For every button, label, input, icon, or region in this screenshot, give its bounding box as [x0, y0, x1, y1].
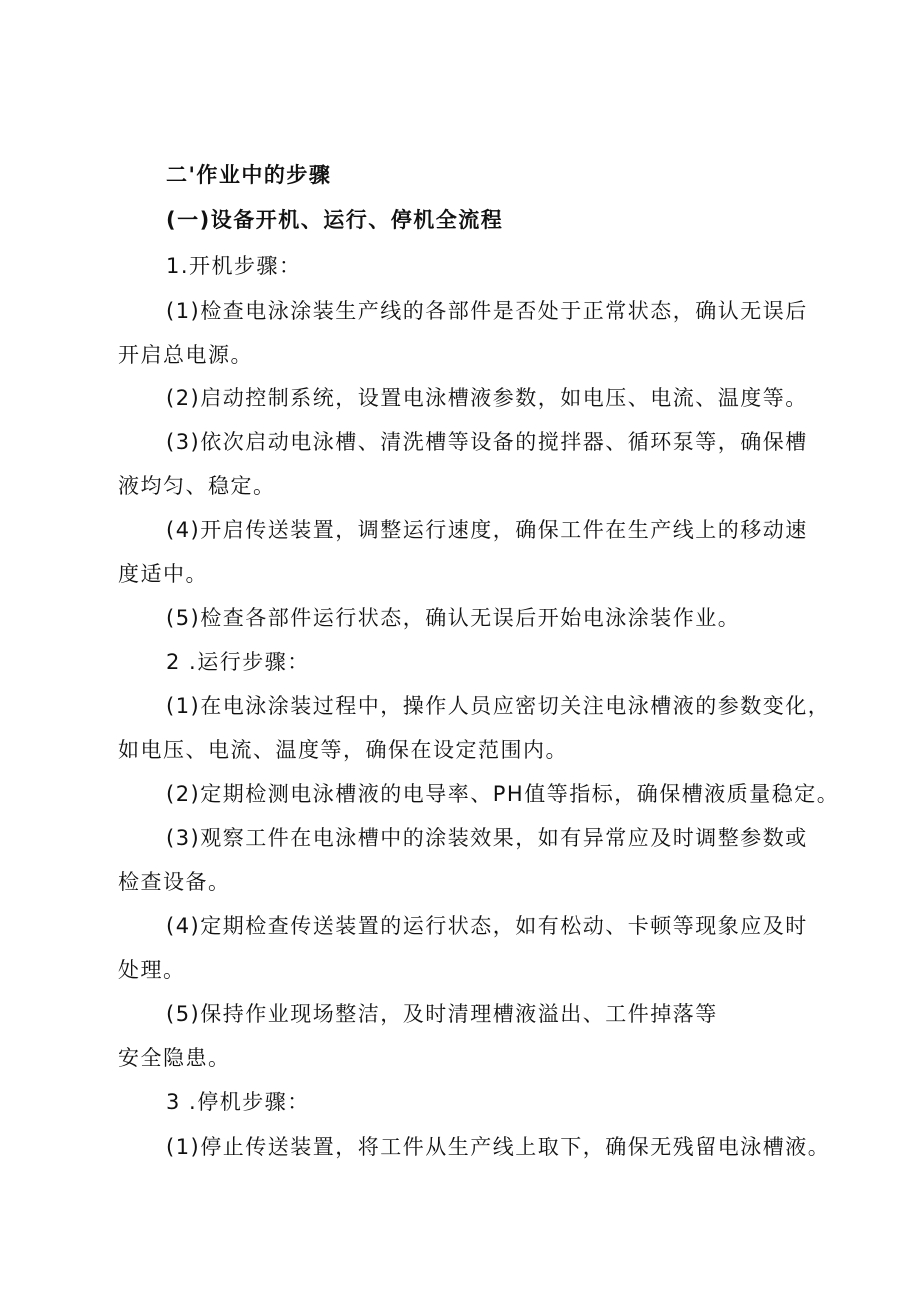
part2-step4-line2: 处理。: [118, 958, 186, 982]
part2-step2: (2)定期检测电泳槽液的电导率、PH值等指标，确保槽液质量稳定。: [166, 782, 840, 806]
subsection-heading: (一)设备开机、运行、停机全流程: [166, 208, 504, 232]
part2-step3-line1: (3)观察工件在电泳槽中的涂装效果，如有异常应及时调整参数或: [166, 826, 808, 850]
part1-step2: (2)启动控制系统，设置电泳槽液参数，如电压、电流、温度等。: [166, 386, 808, 410]
part2-step3-line2: 检查设备。: [118, 870, 231, 894]
part1-title: 1.开机步骤：: [166, 254, 302, 278]
part2-step4-line1: (4)定期检查传送装置的运行状态，如有松动、卡顿等现象应及时: [166, 914, 808, 938]
part1-step3-line1: (3)依次启动电泳槽、清洗槽等设备的搅拌器、循环泵等，确保槽: [166, 430, 808, 454]
part1-step4-line2: 度适中。: [118, 562, 208, 586]
part2-title: 2 .运行步骤：: [166, 650, 310, 674]
part1-step1-line1: (1)检查电泳涂装生产线的各部件是否处于正常状态，确认无误后: [166, 299, 808, 323]
part1-step3-line2: 液均匀、稳定。: [118, 474, 276, 498]
part1-step5: (5)检查各部件运行状态，确认无误后开始电泳涂装作业。: [166, 606, 741, 630]
section-heading: 二'作业中的步骤: [166, 163, 332, 187]
part2-step1-line1: (1)在电泳涂装过程中，操作人员应密切关注电泳槽液的参数变化，: [166, 694, 831, 718]
part3-step1: (1)停止传送装置，将工件从生产线上取下，确保无残留电泳槽液。: [166, 1135, 831, 1159]
part2-step1-line2: 如电压、电流、温度等，确保在设定范围内。: [118, 738, 568, 762]
part1-step4-line1: (4)开启传送装置，调整运行速度，确保工件在生产线上的移动速: [166, 518, 808, 542]
part3-title: 3 .停机步骤：: [166, 1090, 310, 1114]
part1-step1-line2: 开启总电源。: [118, 343, 253, 367]
part2-step5-line2: 安全隐患。: [118, 1046, 231, 1070]
part2-step5-line1: (5)保持作业现场整洁，及时清理槽液溢出、工件掉落等: [166, 1002, 718, 1026]
